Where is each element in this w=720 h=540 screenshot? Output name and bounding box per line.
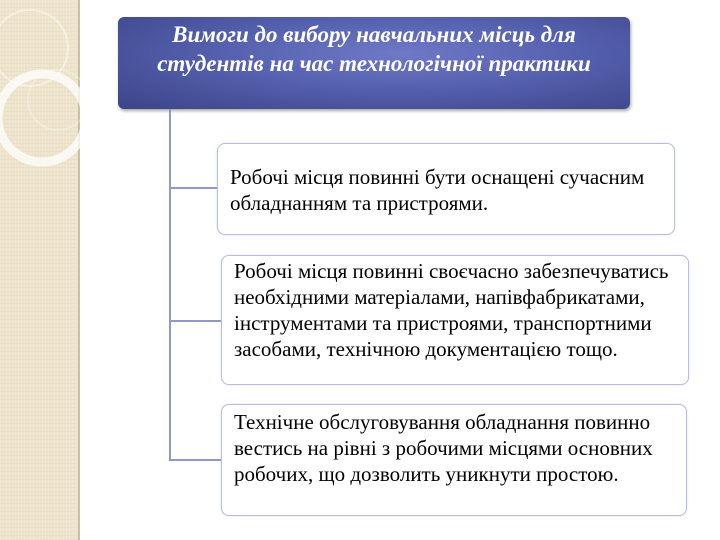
connector-branch-1 [169,187,218,189]
decorative-circles-icon [0,0,120,200]
requirement-box-3 [221,404,687,516]
connector-branch-3 [169,459,222,461]
diagram-header [118,17,630,109]
requirement-box-2 [221,255,689,385]
requirement-box-1 [217,143,675,235]
requirement-text-2: Робочі місця повинні своєчасно забезпечуватись необхідними матеріалами, напівфабрикатами, інструментами та пристроями, транспортними засобами, технічною документацією тощо. [234,259,669,361]
connector-vertical [169,109,171,461]
requirement-text-3: Технічне обслуговування обладнання повинно вестись на рівні з робочими місцями основних робочих, що дозволить уникнути простою. [234,410,653,486]
requirement-text-1: Робочі місця повинні бути оснащені сучасним обладнанням та пристроями. [230,165,645,215]
header-title: Вимоги до вибору навчальних місць для студентів на час технологічної практики [157,22,591,76]
connector-branch-2 [169,320,222,322]
